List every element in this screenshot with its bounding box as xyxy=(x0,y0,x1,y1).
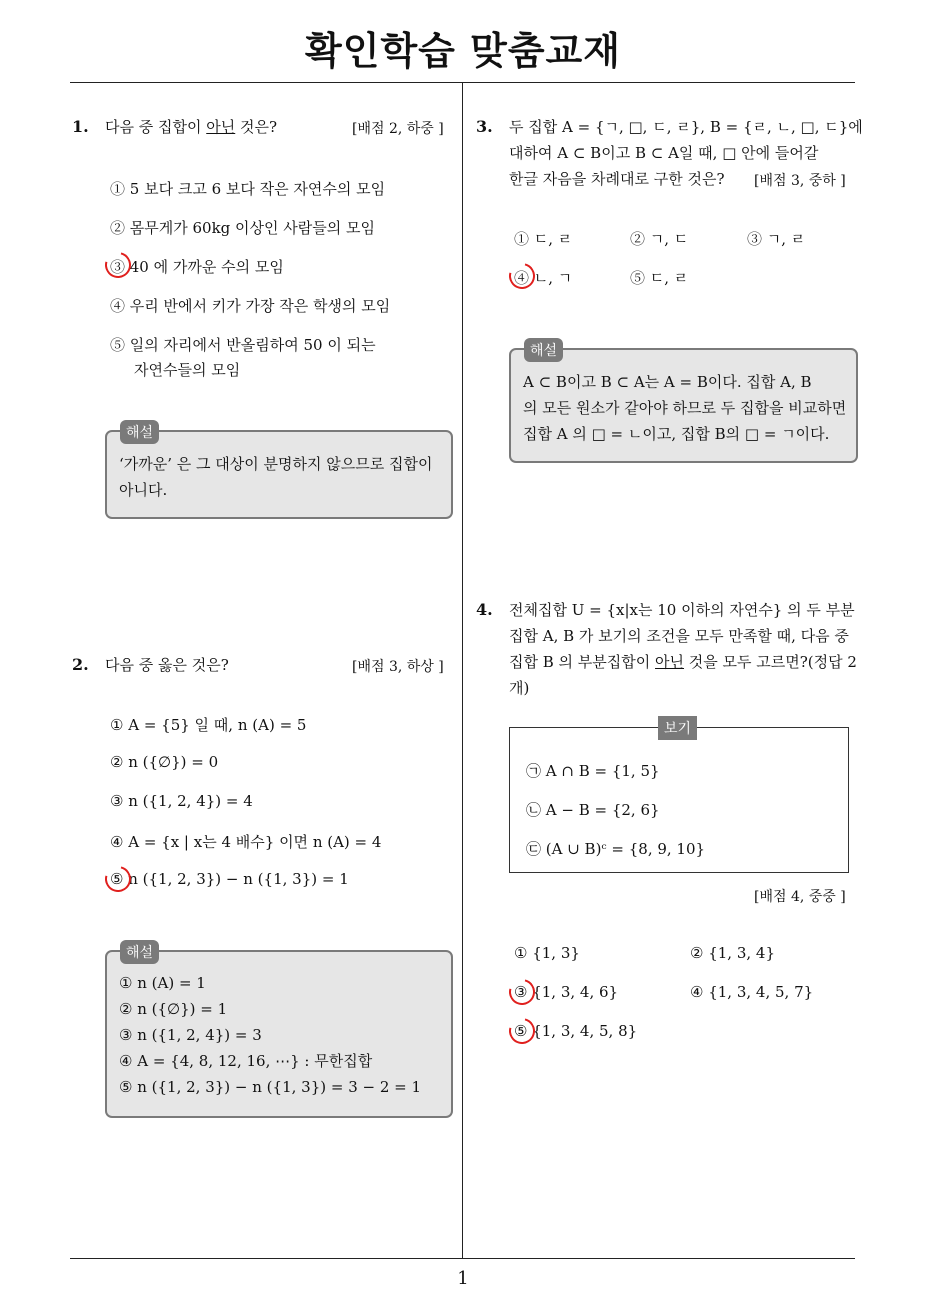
answer-circle-mark xyxy=(504,974,540,1010)
q2-number: 2. xyxy=(72,655,89,674)
q1-number: 1. xyxy=(72,117,89,136)
footer-rule xyxy=(70,1258,855,1259)
q2-option-4[interactable]: ④ A = {x | x는 4 배수} 이면 n (A) = 4 xyxy=(110,833,382,851)
q1-solution-text: ‘가까운’ 은 그 대상이 분명하지 않으므로 집합이 아니다. xyxy=(119,455,433,499)
q4-score-tag: [배점 4, 중중 ] xyxy=(754,889,846,905)
q2-solution-box xyxy=(105,950,453,1118)
answer-circle-mark xyxy=(100,861,136,897)
q1-score-tag: [배점 2, 하중 ] xyxy=(352,121,444,137)
q4-bogi-label: 보기 xyxy=(658,716,697,740)
page-title: 확인학습 맞춤교재 xyxy=(305,29,621,73)
q1-option-1[interactable]: ① 5 보다 크고 6 보다 작은 자연수의 모임 xyxy=(110,180,386,198)
q4-option-5[interactable]: ⑤ {1, 3, 4, 5, 8} xyxy=(514,1022,638,1040)
q1-question: 다음 중 집합이 아닌 것은? xyxy=(105,118,278,136)
q2-option-3[interactable]: ③ n ({1, 2, 4}) = 4 xyxy=(110,792,253,810)
q2-option-2[interactable]: ② n ({∅}) = 0 xyxy=(110,753,219,771)
q1-option-5-cont: 자연수들의 모임 xyxy=(134,361,241,379)
q2-solution-text: ① n (A) = 1 ② n ({∅}) = 1 ③ n ({1, 2, 4}) = 3 ④ A = {4, 8, 12, 16, ⋯} : 무한집합 ⑤ n ({1, 2, 3}) − n ({1, 3}) = 3 − 2 = 1 xyxy=(119,974,422,1096)
q4-option-3[interactable]: ③ {1, 3, 4, 6} xyxy=(514,983,619,1001)
q3-solution-text: A ⊂ B이고 B ⊂ A는 A = B이다. 집합 A, B 의 모든 원소가 같아야 하므로 두 집합을 비교하면 집합 A 의 □ = ㄴ이고, 집합 B의 □ = ㄱ이다. xyxy=(523,373,847,443)
q3-score-tag: [배점 3, 중하 ] xyxy=(754,173,846,189)
q4-option-4[interactable]: ④ {1, 3, 4, 5, 7} xyxy=(690,983,814,1001)
q3-option-5[interactable]: ⑤ ㄷ, ㄹ xyxy=(630,269,689,287)
q3-solution-box xyxy=(509,348,858,463)
q1-option-3[interactable]: ③ 40 에 가까운 수의 모임 xyxy=(110,258,284,276)
q4-underline: 아닌 xyxy=(655,653,685,671)
q1-option-2[interactable]: ② 몸무게가 60kg 이상인 사람들의 모임 xyxy=(110,219,375,237)
answer-circle-mark xyxy=(504,258,540,294)
q2-option-1[interactable]: ① A = {5} 일 때, n (A) = 5 xyxy=(110,716,307,734)
q3-option-3[interactable]: ③ ㄱ, ㄹ xyxy=(747,230,806,248)
q4-option-2[interactable]: ② {1, 3, 4} xyxy=(690,944,776,962)
q4-bogi-item-2: ㉡ A − B = {2, 6} xyxy=(526,801,660,819)
q4-bogi-item-3: ㉢ (A ∪ B)ᶜ = {8, 9, 10} xyxy=(526,840,706,858)
answer-circle-mark xyxy=(504,1013,540,1049)
q4-bogi-box xyxy=(509,727,849,873)
q4-question: 전체집합 U = {x|x는 10 이하의 자연수} 의 두 부분 집합 A, B 가 보기의 조건을 모두 만족할 때, 다음 중 집합 B 의 부분집합이 아닌 것을 모두 고르면?(정답 2 개) xyxy=(509,601,857,697)
q2-solution-label: 해설 xyxy=(120,940,159,964)
q3-option-2[interactable]: ② ㄱ, ㄷ xyxy=(630,230,689,248)
q2-score-tag: [배점 3, 하상 ] xyxy=(352,659,444,675)
q2-question: 다음 중 옳은 것은? xyxy=(105,656,229,674)
q4-number: 4. xyxy=(476,600,493,619)
q3-option-4[interactable]: ④ ㄴ, ㄱ xyxy=(514,269,573,287)
q2-option-5[interactable]: ⑤ n ({1, 2, 3}) − n ({1, 3}) = 1 xyxy=(110,870,349,888)
q1-option-5[interactable]: ⑤ 일의 자리에서 반올림하여 50 이 되는 xyxy=(110,336,376,354)
q1-underline: 아닌 xyxy=(206,118,236,136)
q3-solution-label: 해설 xyxy=(524,338,563,362)
q1-solution-box xyxy=(105,430,453,519)
answer-circle-mark xyxy=(100,247,136,283)
q4-option-1[interactable]: ① {1, 3} xyxy=(514,944,580,962)
q3-question: 두 집합 A = {ㄱ, □, ㄷ, ㄹ}, B = {ㄹ, ㄴ, □, ㄷ}에 대하여 A ⊂ B이고 B ⊂ A일 때, □ 안에 들어갈 한글 자음을 차례대로 구한 것은? xyxy=(509,118,863,188)
page-number: 1 xyxy=(457,1268,469,1289)
q3-option-1[interactable]: ① ㄷ, ㄹ xyxy=(514,230,573,248)
q4-bogi-item-1: ㉠ A ∩ B = {1, 5} xyxy=(526,762,660,780)
q3-number: 3. xyxy=(476,117,493,136)
q1-option-4[interactable]: ④ 우리 반에서 키가 가장 작은 학생의 모임 xyxy=(110,297,391,315)
q1-solution-label: 해설 xyxy=(120,420,159,444)
column-divider xyxy=(462,82,463,1259)
